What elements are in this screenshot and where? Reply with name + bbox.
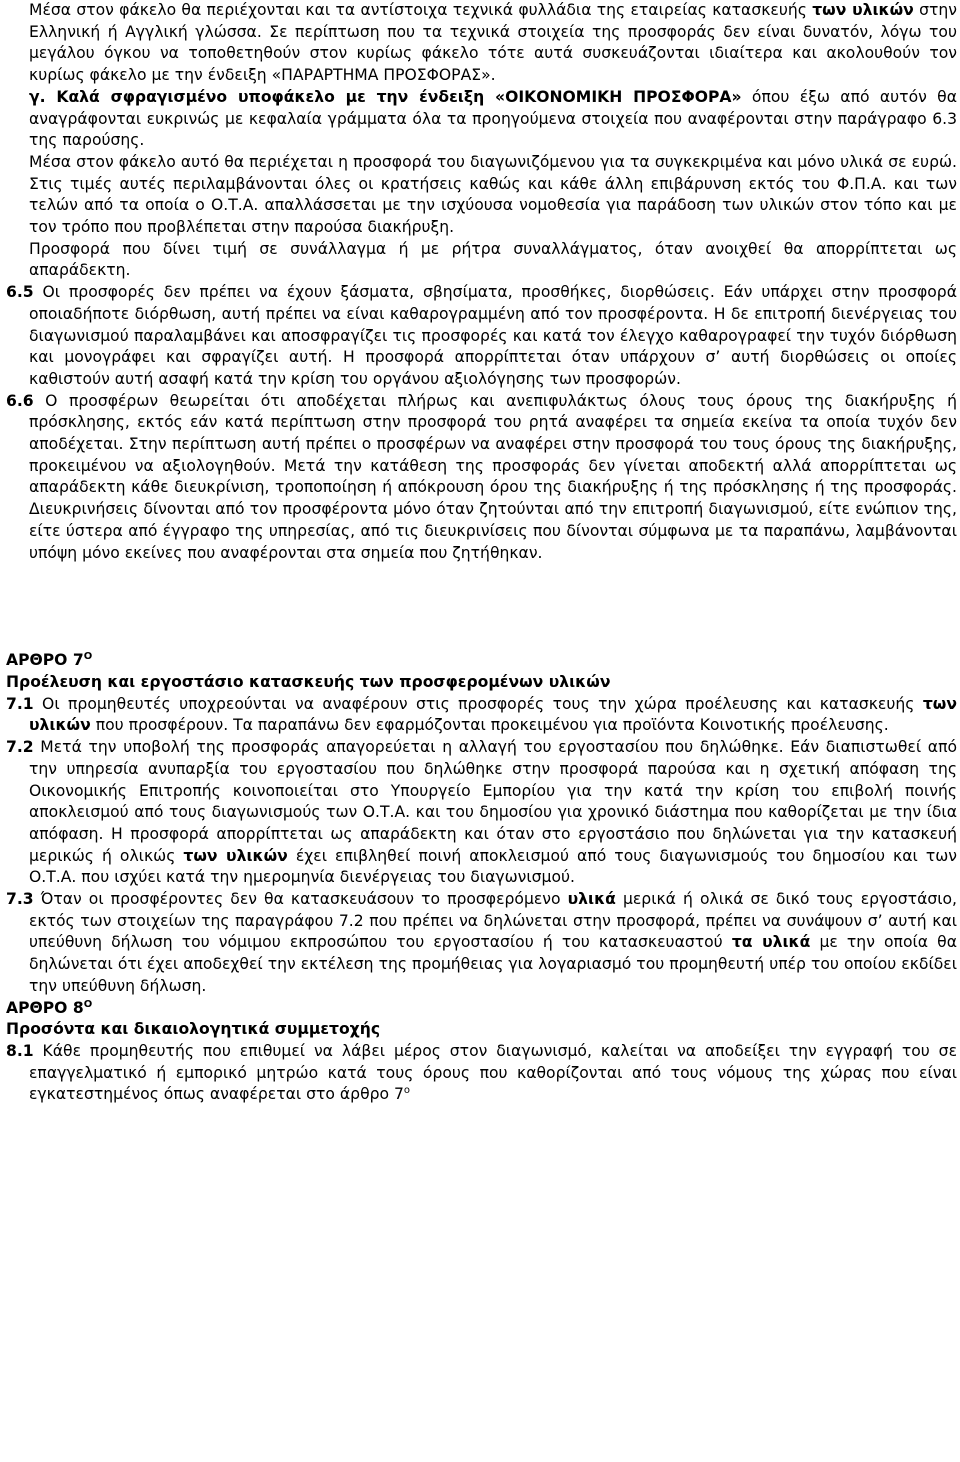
text-line: στην Ελληνική ή Αγγλική γλώσσα. Σε περίπτωση που τα τεχνικά στοιχεία της προσφοράς δεν είναι δυνατόν, λόγω του μεγάλου όγκου να τοποθετηθούν στον κυρίως φάκελο τότε αυτά συσκευάζονται ιδιαίτερα και ακολουθούν τον κυρίως φάκελο με την ένδειξη «ΠΑΡΑΡΤΗΜΑ ΠΡΟΣΦΟΡΑΣ». [29, 1, 957, 85]
text: όπου έξω από αυτόν θα αναγράφονται ευκρινώς με κεφαλαία γράμματα όλα τα προηγούμενα στοιχεία που αναφέρονται στην παράγραφο 6.3 της παρούσης. [29, 87, 957, 150]
section-7-1 [6, 694, 957, 737]
text: Προσφορά που δίνει τιμή σε συνάλλαγμα ή με ρήτρα συναλλάγματος, όταν ανοιχθεί θα απορρίπτεται ως απαράδεκτη. [29, 239, 957, 280]
heading-text: ΑΡΘΡΟ 8 [6, 998, 84, 1017]
superscript: Ο [83, 651, 93, 663]
section-number: 6.6 [6, 391, 34, 410]
heading-text: ΑΡΘΡΟ 7 [6, 651, 84, 670]
article-8-heading [6, 998, 957, 1020]
text: Όταν οι προσφέροντες δεν θα κατασκευάσουν το προσφερόμενο [33, 890, 568, 909]
paragraph-financial-offer-content [6, 152, 957, 239]
text: Κάθε προμηθευτής που επιθυμεί να λάβει μέρος στον διαγωνισμό, καλείται να αποδείξει την εγγραφή του σε επαγγελματικό ή εμπορικό μητρώο κατά τους όρους που καθορίζονται από τους νόμους της χώρας που είναι εγκατεστημένος όπως αναφέρεται στο άρθρο 7 [29, 1041, 957, 1104]
article-8-subtitle: Προσόντα και δικαιολογητικά συμμετοχής [6, 1020, 381, 1039]
text: έχει επιβληθεί ποινή αποκλεισμού από τους διαγωνισμούς του δημοσίου και των Ο.Τ.Α. που ισχύει κατά την ημερομηνία διενέργειας του διαγωνισμού. [29, 846, 957, 887]
text: Οι προμηθευτές υποχρεούνται να αναφέρουν στις προσφορές τους την χώρα προέλευσης και κατασκευής [33, 694, 923, 713]
text: που προσφέρουν. Τα παραπάνω δεν εφαρμόζονται προκειμένου για προϊόντα Κοινοτικής προέλευσης. [90, 716, 889, 735]
bold-text: υλικά [567, 890, 616, 909]
article-7-heading [6, 650, 957, 672]
paragraph-technical-leaflets [6, 0, 957, 87]
section-number: 8.1 [6, 1041, 34, 1060]
text: Μετά την υποβολή της προσφοράς απαγορεύεται η αλλαγή του εργοστασίου που δηλώθηκε. Εάν διαπιστωθεί από την υπηρεσία ανυπαρξία του εργοστασίου που δηλώθηκε στην προσφορά παρούσα και η σχετική απόφαση της Οικονομικής Επιτροπής κοινοποιείται στο Υπουργείο Εμπορίου για την κατά την κρίση του επιβολή ποινής αποκλεισμού από τους διαγωνισμούς των Ο.Τ.Α. και του δημοσίου για χρονικό διάστημα που καθορίζεται με την ίδια απόφαση. Η προσφορά απορρίπτεται ως απαράδεκτη και όταν στο εργοστάσιο που δηλώνεται για την κατασκευή μερικώς ή ολικώς [29, 738, 957, 865]
bold-text: των υλικών [29, 694, 957, 735]
section-7-2 [6, 737, 957, 889]
text-line: Μέσα στον φάκελο θα περιέχονται και τα αντίστοιχα τεχνικά φυλλάδια της εταιρείας κατασκευής [29, 1, 807, 19]
text: με την οποία θα δηλώνεται ότι έχει αποδεχθεί την εκτέλεση της προμήθειας για λογαριασμό του προμηθευτή υπέρ του οποίου εκδίδει την υπεύθυνη δήλωση. [29, 933, 957, 995]
section-8-1 [6, 1041, 957, 1106]
section-number: 7.1 [6, 694, 34, 713]
bold-text: των υλικών [812, 1, 914, 19]
bold-text: τα υλικά [731, 933, 811, 952]
superscript: Ο [83, 998, 93, 1010]
text: Οι προσφορές δεν πρέπει να έχουν ξάσματα, σβησίματα, προσθήκες, διορθώσεις. Εάν υπάρχει στην προσφορά οποιαδήποτε διόρθωση, αυτή πρέπει να είναι καθαρογραμμένη από τον προσφέροντα. Η δε επιτροπή διενέργειας του διαγωνισμού παραλαμβάνει και αποσφραγίζει τις προσφορές και κατά τον έλεγχο καθαρογραφεί την τυχόν διόρθωση και μονογράφει και σφραγίζει αυτή. Η προσφορά απορρίπτεται όταν υπάρχουν σ’ αυτή διορθώσεις οι οποίες καθιστούν αυτή ασαφή κατά την κρίση του οργάνου αξιολόγησης των προσφορών. [29, 283, 957, 388]
paragraph-item-c [6, 87, 957, 152]
paragraph-currency-offer [6, 239, 957, 282]
text: Ο προσφέρων θεωρείται ότι αποδέχεται πλήρως και ανεπιφυλάκτως όλους τους όρους της διακήρυξης ή πρόσκλησης, εκτός εάν κατά περίπτωση στην προσφορά του ρητά αναφέρει τα σημεία εκείνα τα οποία τυχόν δεν αποδέχεται. Στην περίπτωση αυτή πρέπει ο προσφέρων να αναφέρει στην προσφορά του τους όρους της διακήρυξης, προκειμένου να αξιολογηθούν. Μετά την κατάθεση της προσφοράς δεν γίνεται αποδεκτή αλλά απορρίπτεται ως απαράδεκτη κάθε διευκρίνιση, τροποποίηση ή απόκρουση όρου της διακήρυξης ή της πρόσκλησης ή της προσφοράς. Διευκρινήσεις δίνονται από τον προσφέροντα μόνο όταν ζητούνται από την επιτροπή διαγωνισμού, είτε ενώπιον της, είτε ύστερα από έγγραφο της υπηρεσίας, από τις διευκρινίσεις που δίνονται σύμφωνα με τα παραπάνω, λαμβάνονται υπόψη μόνο εκείνες που αναφέρονται στα σημεία που ζητήθηκαν. [29, 391, 957, 562]
section-7-3 [6, 889, 957, 998]
superscript: ο [403, 1085, 411, 1097]
section-number: 7.2 [6, 738, 34, 757]
item-c-heading: γ. Καλά σφραγισμένο υποφάκελο με την ένδειξη «ΟΙΚΟΝΟΜΙΚΗ ΠΡΟΣΦΟΡΑ» [29, 87, 742, 106]
section-6-6 [6, 391, 957, 565]
article-7-subtitle: Προέλευση και εργοστάσιο κατασκευής των προσφερομένων υλικών [6, 672, 611, 691]
text: Μέσα στον φάκελο αυτό θα περιέχεται η προσφορά του διαγωνιζόμενου για τα συγκεκριμένα και μόνο υλικά σε ευρώ. Στις τιμές αυτές περιλαμβάνονται όλες οι κρατήσεις καθώς και κάθε άλλη επιβάρυνση εκτός του Φ.Π.Α. και των τελών από τα οποία ο Ο.Τ.Α. απαλλάσσεται με την ισχύουσα νομοθεσία για παράδοση των υλικών στον τόπο και με τον τρόπο που προβλέπεται στην παρούσα διακήρυξη. [29, 152, 957, 237]
bold-text: των υλικών [183, 846, 288, 865]
section-number: 6.5 [6, 283, 34, 302]
spacer [6, 564, 957, 650]
section-number: 7.3 [6, 890, 34, 909]
text: μερικά ή ολικά σε δικό τους εργοστάσιο, εκτός των στοιχείων της παραγράφου 7.2 που πρέπει να δηλώνεται στην προσφορά, πρέπει να συνάψουν σ’ αυτή και υπεύθυνη δήλωση του νόμιμου εκπροσώπου του εργοστασίου ή του κατασκευαστού [29, 890, 957, 952]
section-6-5 [6, 282, 957, 391]
